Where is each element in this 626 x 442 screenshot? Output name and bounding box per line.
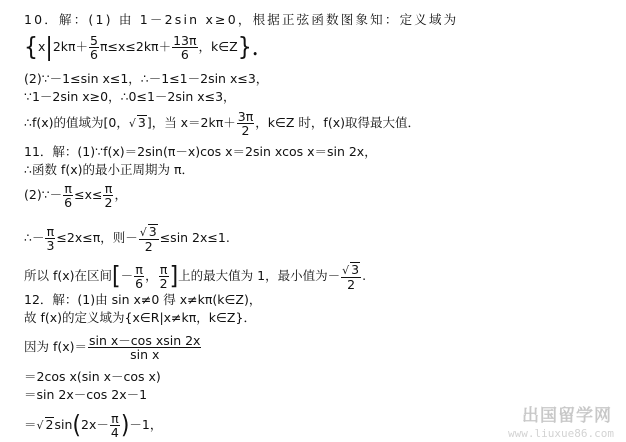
p12-line5: ＝sin 2x－cos 2x－1 — [24, 387, 148, 402]
p10-line5: ∴f(x)的值域为[0，√ 3]，当 x＝2kπ＋ $\frac{3\pi}{2}$ ，k∈Z 时，f(x)取得最大值． — [24, 109, 420, 138]
p12-line3: 因为 f(x)＝ $\frac{\text{sin x－cos xsin 2x}}{\text{sin x}}$ — [24, 333, 201, 362]
p11-line4: ∴－ $\frac{\pi}{3}$ ≤2x≤π，则－ $\frac{√ 3}{2}$ ≤sin 2x≤1. — [24, 224, 230, 254]
fraction: $\frac{√ 3}{2}$ — [139, 224, 157, 254]
fraction: $\frac{\pi}{4}$ — [110, 411, 119, 440]
p10-domain-set: {x|2kπ＋ $\frac{5}{6}$ π≤x≤2kπ＋ $\frac{13\pi}{6}$ ，k∈Z}． — [24, 32, 274, 62]
p12-line1: 12．解：(1)由 sin x≠0 得 x≠kπ(k∈Z)， — [24, 292, 262, 307]
fraction: $\frac{√ 3}{2}$ — [342, 262, 360, 292]
fraction: $\frac{3\pi}{2}$ — [237, 109, 254, 138]
p11-line2: ∴函数 f(x)的最小正周期为 π． — [24, 162, 194, 177]
p10-line1: 10．解：(1) 由 1－2sin x≥0，根据正弦函数图象知：定义域为 — [24, 12, 459, 27]
fraction: $\frac{13\pi}{6}$ — [173, 33, 197, 62]
watermark-url: www.liuxue86.com — [508, 427, 614, 440]
fraction: $\frac{\pi}{2}$ — [159, 262, 168, 291]
p12-line6: ＝√ 2sin(2x－ $\frac{\pi}{4}$ )－1， — [24, 410, 163, 440]
p10-line4: ∵1－2sin x≥0，∴0≤1－2sin x≤3， — [24, 89, 236, 104]
p11-line3: (2)∵－ $\frac{\pi}{6}$ ≤x≤ $\frac{\pi}{2}$ ， — [24, 181, 127, 210]
p10-line3: (2)∵－1≤sin x≤1，∴－1≤1－2sin x≤3， — [24, 71, 269, 86]
watermark-title: 出国留学网 — [522, 406, 612, 426]
fraction: $\frac{5}{6}$ — [90, 33, 98, 62]
p11-line5: 所以 f(x)在区间[－ $\frac{\pi}{6}$ ， $\frac{\pi}{2}$ ]上的最大值为 1，最小值为－ $\frac{√ 3}{2}$ . — [24, 261, 367, 292]
fraction: $\frac{\pi}{3}$ — [46, 224, 55, 253]
fraction: $\frac{\text{sin x－cos xsin 2x}}{\text{sin x}}$ — [89, 333, 201, 362]
p12-line2: 故 f(x)的定义域为{x∈R|x≠kπ，k∈Z}． — [24, 310, 256, 325]
fraction: $\frac{\pi}{6}$ — [64, 181, 73, 210]
fraction: $\frac{\pi}{6}$ — [135, 262, 144, 291]
watermark — [466, 408, 616, 438]
p12-line4: ＝2cos x(sin x－cos x) — [24, 369, 161, 384]
fraction: $\frac{\pi}{2}$ — [104, 181, 113, 210]
p11-line1: 11．解：(1)∵f(x)＝2sin(π－x)cos x＝2sin xcos x＝sin 2x， — [24, 144, 377, 159]
